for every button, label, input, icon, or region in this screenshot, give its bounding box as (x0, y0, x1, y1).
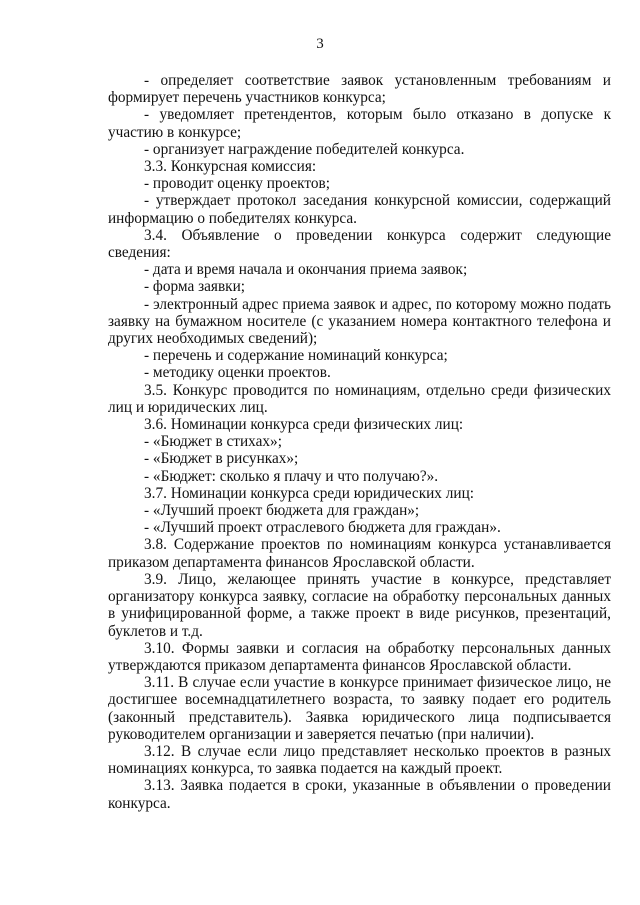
paragraph: 3.8. Содержание проектов по номинациям конкурса устанавливается приказом департамента финансов Ярославской области. (108, 536, 611, 571)
paragraph: - утверждает протокол заседания конкурсной комиссии, содержащий информацию о победителях конкурса. (108, 192, 611, 227)
paragraph: - методику оценки проектов. (144, 364, 331, 382)
paragraph: - проводит оценку проектов; (144, 175, 330, 193)
paragraph: - уведомляет претендентов, которым было отказано в допуске к участию в конкурсе; (108, 106, 611, 141)
paragraph: 3.11. В случае если участие в конкурсе принимает физическое лицо, не достигшее восемнадцатилетнего возраста, то заявку подает его родитель (законный представитель). Заявка юридического лица подписывается руководителем организации и заверяется печатью (при наличии). (108, 674, 611, 743)
paragraph: - перечень и содержание номинаций конкурса; (144, 347, 448, 365)
paragraph: - электронный адрес приема заявок и адрес, по которому можно подать заявку на бумажном носителе (с указанием номера контактного телефона и других необходимых сведений); (108, 295, 611, 348)
paragraph: 3.5. Конкурс проводится по номинациям, отдельно среди физических лиц и юридических лиц. (108, 381, 611, 416)
paragraph: - «Бюджет в рисунках»; (144, 450, 299, 468)
paragraph: 3.12. В случае если лицо представляет несколько проектов в разных номинациях конкурса, то заявка подается на каждый проект. (108, 742, 611, 778)
paragraph: - форма заявки; (144, 278, 246, 296)
paragraph: 3.13. Заявка подается в сроки, указанные в объявлении о проведении конкурса. (108, 777, 611, 812)
paragraph: 3.9. Лицо, желающее принять участие в конкурсе, представляет организатору конкурса заявку, согласие на обработку персональных данных в унифицированной форме, а также проект в виде рисунков, презентаций, буклетов и т.д. (108, 570, 611, 640)
paragraph: 3.4. Объявление о проведении конкурса содержит следующие сведения: (108, 226, 611, 262)
paragraph: - «Бюджет в стихах»; (144, 433, 282, 451)
paragraph: - «Лучший проект бюджета для граждан»; (144, 502, 420, 520)
paragraph: 3.3. Конкурсная комиссия: (144, 158, 317, 176)
paragraph: 3.7. Номинации конкурса среди юридических лиц: (144, 484, 475, 502)
paragraph: - «Бюджет: сколько я плачу и что получаю?». (144, 467, 439, 485)
page-number: 3 (316, 36, 324, 52)
paragraph: 3.10. Формы заявки и согласия на обработку персональных данных утверждаются приказом департамента финансов Ярославской области. (108, 639, 611, 674)
paragraph: - «Лучший проект отраслевого бюджета для граждан». (144, 519, 501, 537)
paragraph: - дата и время начала и окончания приема заявок; (144, 261, 468, 279)
document-body (108, 72, 611, 812)
paragraph: 3.6. Номинации конкурса среди физических лиц: (144, 416, 464, 434)
paragraph: - определяет соответствие заявок установленным требованиям и формирует перечень участников конкурса; (108, 72, 611, 107)
paragraph: - организует награждение победителей конкурса. (144, 140, 465, 158)
